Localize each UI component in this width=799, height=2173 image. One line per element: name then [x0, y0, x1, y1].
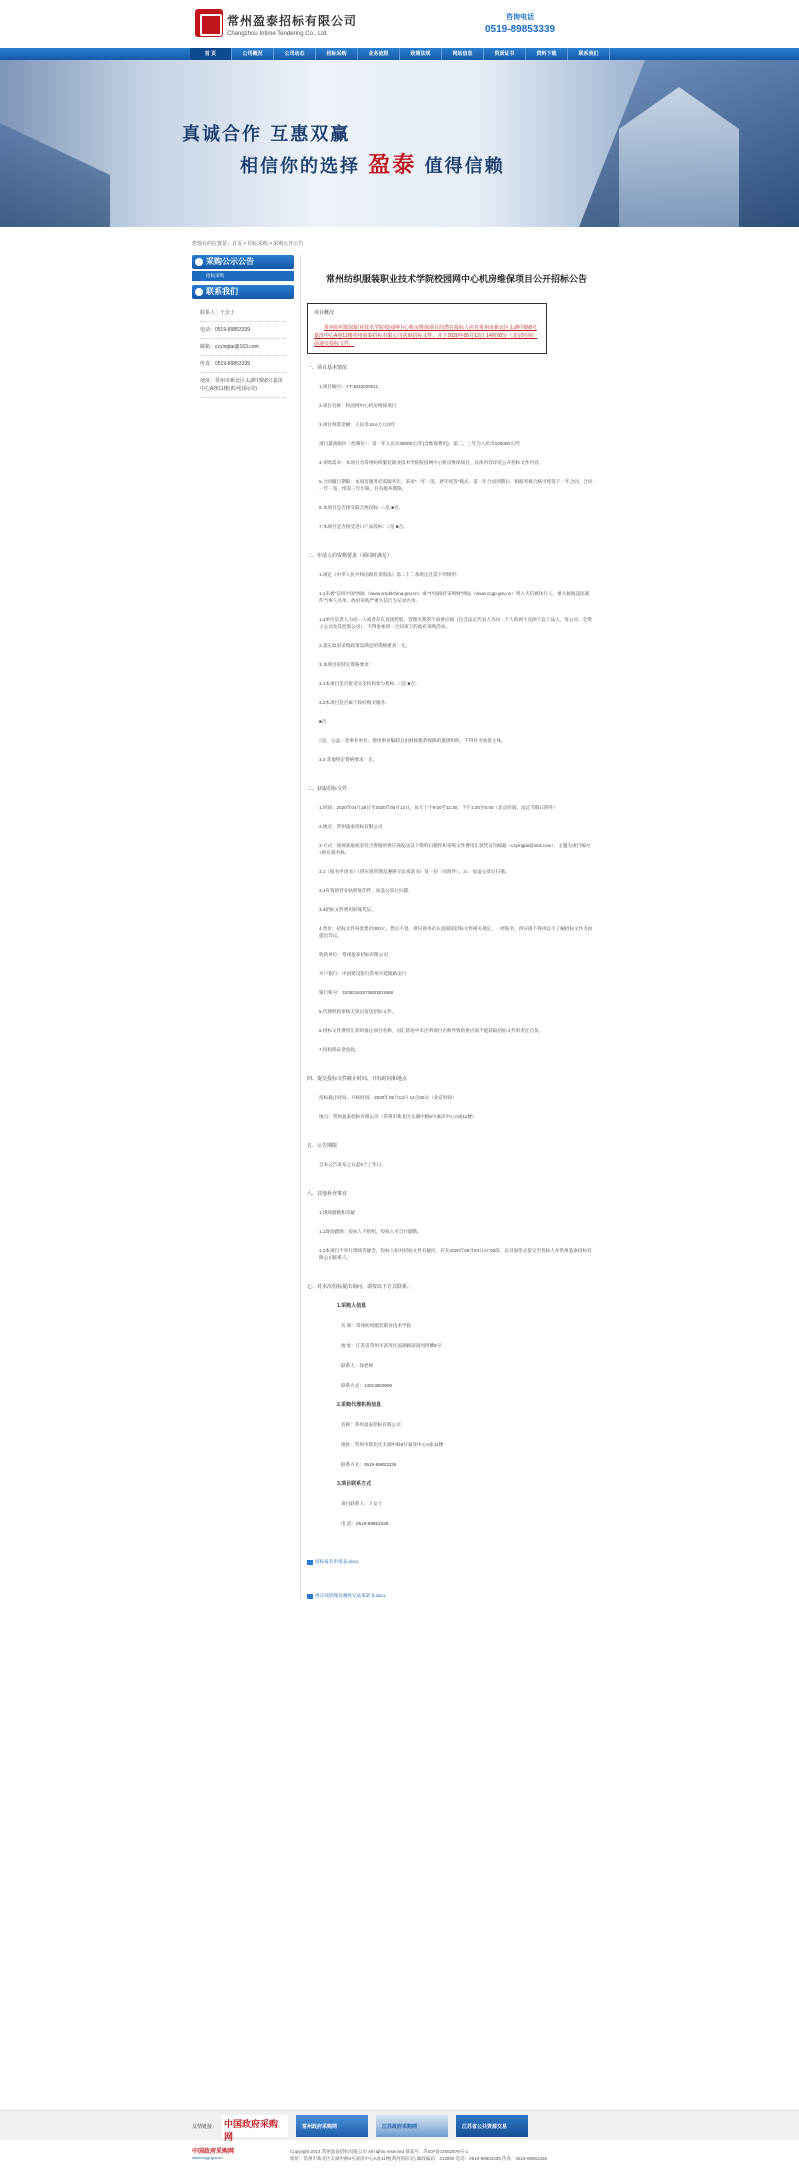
section-heading: 三、获取招标文件	[307, 786, 348, 792]
article	[300, 255, 606, 1599]
article-title: 常州纺织服装职业技术学院校园网中心机房维保项目公开招标公告	[325, 274, 587, 284]
section-paragraph: 7.招标保证金免收。	[319, 1047, 360, 1052]
section-paragraph: 自本公告发布之日起5个工作日。	[319, 1162, 386, 1167]
nav-item-about[interactable]: 公司概况	[232, 48, 274, 60]
footer	[0, 2142, 799, 2173]
footer-logo[interactable]	[192, 2146, 234, 2160]
slogan-brand: 盈泰	[368, 152, 417, 178]
link-title: 江苏政府采购网	[382, 2124, 418, 2130]
section-paragraph: □是，公益一类事业单位、使用事业编制且由财政拨款保障的群团组织，不得作为承接主体。	[319, 738, 506, 743]
section-paragraph: 投标截止时间、开标时间：2020年05月12日 14点00分（北京时间）	[319, 1095, 457, 1100]
hotline-label: 咨询电话	[506, 14, 535, 21]
link-ccgp[interactable]	[222, 2115, 288, 2142]
friend-links	[0, 2110, 799, 2140]
banner-slogan-line1: 真诚合作 互惠双赢	[182, 124, 351, 145]
section-paragraph: 收款单位：常州盈泰招标有限公司	[319, 952, 388, 957]
project-overview-box	[307, 303, 547, 354]
footer-text	[290, 2148, 547, 2162]
section-paragraph: 1.2单位负责人为同一人或者存在直接控股、管理关系的不同供应商（包含法定代表人为同一个人的两个及两个以上法人，母公司、全资子公司及其控股公司），不得参加同一合同项下的政府采购活动。	[319, 617, 592, 629]
sidebar-purchase-title[interactable]: 采购公示公告	[192, 255, 294, 269]
section-paragraph: 开户银行：中国建设银行常州市延陵路支行	[319, 971, 407, 976]
section-paragraph: 2.落实政府采购政策需满足的资格要求：无。	[319, 643, 411, 648]
company-logo-icon[interactable]	[195, 9, 223, 37]
section-paragraph: 3.项目预算金额：人民币19.6万元/3年	[319, 422, 396, 427]
link-title: 常州政府采购网	[302, 2124, 338, 2130]
section-paragraph: 3.3 其他特定资格要求：无。	[319, 757, 378, 762]
section-paragraph: 1.现场踏勘和答疑	[319, 1210, 355, 1215]
section-paragraph: 银行账号：32050162873600001968	[319, 990, 394, 995]
contact-group-line: 联系方式：0519-89853339	[341, 1462, 397, 1467]
contact-fax: 传真：0519-89853339	[200, 356, 286, 373]
section-paragraph: 1.1未被"信用中国"网站（www.creditchina.gov.cn）或"中国政府采购网"网站（www.ccgp.gov.cn）列入失信被执行人、重大税收违法案件当事人名单、政府采购严重失信行为记录名单。	[319, 591, 590, 603]
footer-copyright: Copyright 2014 常州盈泰招标有限公司 All rights reserved 备案号：苏ICP备14052676号-1	[290, 2149, 469, 2154]
contact-email: 邮箱：czyingtai@163.com	[200, 339, 286, 356]
section-heading: 六、其他补充事宜	[307, 1191, 348, 1197]
footer-address: 地址：常州市新北区太湖中路8号嘉泽中心A座11楼(黄河国际旁) 邮政编码：213000 电话：0519-89853339 传真：0519-89853339	[290, 2156, 547, 2161]
breadcrumb[interactable]: 您现在的位置是：首页 > 招标采购 > 采购公开公告	[192, 241, 304, 247]
top-bar	[0, 0, 799, 48]
nav-item-contact[interactable]: 联系我们	[568, 48, 610, 60]
section-paragraph: 5.合同履行期限：本项目服务必需服务年，采用"一年一签，逐年续签"模式，第一年合同到期后，根据考核合格可续签下一年合同，合同一年一签，续签三年年限，且有服务期限。	[319, 479, 593, 491]
nav-item-policy[interactable]: 政策法规	[400, 48, 442, 60]
company-name-cn: 常州盈泰招标有限公司	[227, 14, 358, 28]
link-jiangsu[interactable]	[376, 2115, 448, 2137]
company-name	[227, 12, 357, 37]
contact-group-line: 电 话：0519-89853339	[341, 1521, 389, 1526]
section-heading: 二、申请人的资格要求（须同时满足）	[307, 553, 393, 559]
nav-item-procurement[interactable]: 招标采购	[316, 48, 358, 60]
word-doc-icon	[307, 1594, 313, 1599]
article-sections	[307, 364, 606, 1261]
contact-address: 地址：常州市新北区太湖中路8号嘉泽中心A座11楼(黄河国际旁)	[200, 373, 286, 398]
nav-item-downloads[interactable]: 资料下载	[526, 48, 568, 60]
section-paragraph: 项目最高限价（控制价）：第一年人民币35000元/年(含维保费用)；第二、三年为人民币100000元/年	[319, 441, 521, 446]
section-paragraph: 1.项目编号：YT-3032020011	[319, 384, 379, 389]
section-paragraph: 3.3招标文件费用转账凭证。	[319, 907, 376, 912]
hotline	[485, 12, 555, 35]
section-paragraph: 3.2本项目是否属于政府购买服务：	[319, 700, 390, 705]
section-paragraph: 3.1《报名申请书》《供应商管理及遵规守法承诺书》及一份（见附件），2）、加盖公章后扫描。	[319, 869, 510, 874]
contact-group-line: 名 称：常州纺织服装职业技术学院	[341, 1323, 412, 1328]
section-paragraph: 2.项目名称：校园网中心机房维保项目	[319, 403, 397, 408]
section-heading: 四、提交投标文件截止时间、开标时间和地点	[307, 1076, 408, 1082]
contact-group-line: 地址：常州市新北区太湖中路8号嘉泽中心A座11楼	[341, 1442, 444, 1447]
section-paragraph: 4.售价：招标文件每套售价300元，售后不退。供应商务必认真阅读招标文件相关规定，一经报名，供应商不得再以不了解招标文件为由提出异议。	[319, 926, 593, 938]
header	[0, 0, 799, 227]
nav-item-process[interactable]: 业务流程	[358, 48, 400, 60]
nav-item-certificates[interactable]: 资质证书	[484, 48, 526, 60]
main-nav	[0, 48, 799, 60]
sidebar-item-procurement[interactable]: 招标采购	[192, 271, 294, 281]
overview-text: 常州纺织服装职业技术学院校园网中心机房维保项目的潜在投标人应在常州市新北区太湖中路8号嘉泽中心A座11楼常州盈泰招标有限公司获取招标文件，并于2020年05月12日 14时00分（北京时间）前递交投标文件。	[314, 325, 538, 347]
contact-group-line: 联系方式：13813650990	[341, 1383, 393, 1388]
section-paragraph: 3.1本项目是否接受分支机构参与投标：□是 ■否；	[319, 681, 420, 686]
sidebar	[192, 255, 294, 404]
attachment-name[interactable]: 招标报名申请表.docx	[315, 1559, 359, 1564]
contact-group-line: 联系人：徐老师	[341, 1363, 374, 1368]
contact-group-heading: 1.采购人信息	[337, 1303, 367, 1309]
contact-group-line: 项目联系人：王女士	[341, 1501, 383, 1506]
contact-group-line: 名称：常州盈泰招标有限公司	[341, 1422, 401, 1427]
friend-links-label: 友情链接：	[192, 2124, 218, 2130]
contact-heading: 七、对本次招标提出询问，请按以下方式联系。	[307, 1284, 413, 1290]
section-paragraph: 3.2有效的营业执照复印件，加盖公章后扫描；	[319, 888, 413, 893]
nav-item-news[interactable]: 公司动态	[274, 48, 316, 60]
banner-slogan-line2	[240, 148, 505, 179]
link-title: 中国政府采购网	[224, 2119, 279, 2142]
section-paragraph: 7.本项目是否接受进口产品投标：□是 ■否。	[319, 524, 408, 529]
sidebar-contact-info	[192, 299, 294, 404]
banner-building-left	[0, 97, 110, 227]
hotline-number: 0519-89853339	[485, 24, 556, 35]
section-paragraph: 2.地点：常州盈泰招标有限公司	[319, 824, 383, 829]
section-paragraph: 4.采购需求：本项目为常州纺织服装职业技术学院校园网中心机房维保项目，具体内容详见公开招标文件内容。	[319, 460, 544, 465]
contact-group-heading: 2.采购代理机构信息	[337, 1402, 382, 1408]
attachment-link[interactable]	[307, 1593, 606, 1599]
section-paragraph: 1.2本项目不举行现场答疑会，投标人如对招标文件有疑问，应在2020年05月04日17:00前，以书面形式提交至投标人并常州盈泰招标有限公司联系人。	[319, 1248, 592, 1260]
contact-person: 联系人：王女士	[200, 305, 286, 322]
section-paragraph: 1.满足《中华人民共和国政府采购法》第二十二条规定且需下列情形:	[319, 572, 458, 577]
section-paragraph: 3.本项目的特定资格要求：	[319, 662, 374, 667]
section-paragraph: 1.1现场踏勘：投标人不组织，投标人可自行踏勘。	[319, 1229, 422, 1234]
nav-item-home[interactable]: 首 页	[190, 48, 232, 60]
contact-group-line: 地 址：江苏省常州市武进区滆湖路南鸽河西侧5号	[341, 1343, 442, 1348]
section-heading: 一、项目基本情况	[307, 365, 348, 371]
contact-phone: 电话：0519-89853339	[200, 322, 286, 339]
section-paragraph: 地点：常州盈泰招标有限公司（常州市新北区太湖中路8号嘉泽中心A座11楼）	[319, 1114, 477, 1119]
nav-item-info[interactable]: 网站信息	[442, 48, 484, 60]
word-doc-icon	[307, 1560, 313, 1565]
attachment-name[interactable]: 供应商管理及遵规守法承诺书.docx	[315, 1593, 386, 1598]
contact-groups	[307, 1302, 606, 1527]
link-title: 江苏省公共资源交易	[462, 2124, 508, 2130]
overview-heading: 项目概况	[314, 310, 335, 316]
section-paragraph: 1.时间：2020年04月28日至2020年05月12日，每天上午9:00至11:30，下午1:30至5:00（北京时间，法定节假日除外）	[319, 805, 558, 810]
section-heading: 五、公告期限	[307, 1143, 338, 1149]
slogan-post: 值得信赖	[424, 156, 505, 177]
contact-group-heading: 3.项目联系方式	[337, 1481, 372, 1487]
section-paragraph: ■否	[319, 719, 327, 724]
banner	[0, 60, 799, 227]
link-changzhou[interactable]	[296, 2115, 368, 2137]
slogan-pre: 相信你的选择	[240, 156, 360, 177]
section-paragraph: 6.本项目是否接受联合体投标：□是 ■否。	[319, 505, 404, 510]
section-paragraph: 5.代理机构审核无误后发送招标文件。	[319, 1009, 397, 1014]
attachment-link[interactable]	[307, 1559, 606, 1565]
section-paragraph: 3.方式：现场获取或者符合资格的供应商发送以下资料扫描件和采购文件费用汇款凭证至邮箱（czyingtai@163.com），主题为项目编号+供应商名称。	[319, 843, 591, 855]
section-paragraph: 6.招标文件费用汇款时备注项目名称，因汇款途中未注明项目名称导致的供应商不能获取招标文件的责任自负。	[319, 1028, 544, 1033]
company-name-en: Changzhou Intime Tendering Co., Ltd.	[227, 31, 328, 37]
footer-logo-sub: www.ccgp.gov.cn	[192, 2155, 223, 2160]
footer-logo-title: 中国政府采购网	[192, 2149, 235, 2155]
link-public-resources[interactable]	[456, 2115, 528, 2137]
sidebar-contact-title[interactable]: 联系我们	[192, 285, 294, 299]
